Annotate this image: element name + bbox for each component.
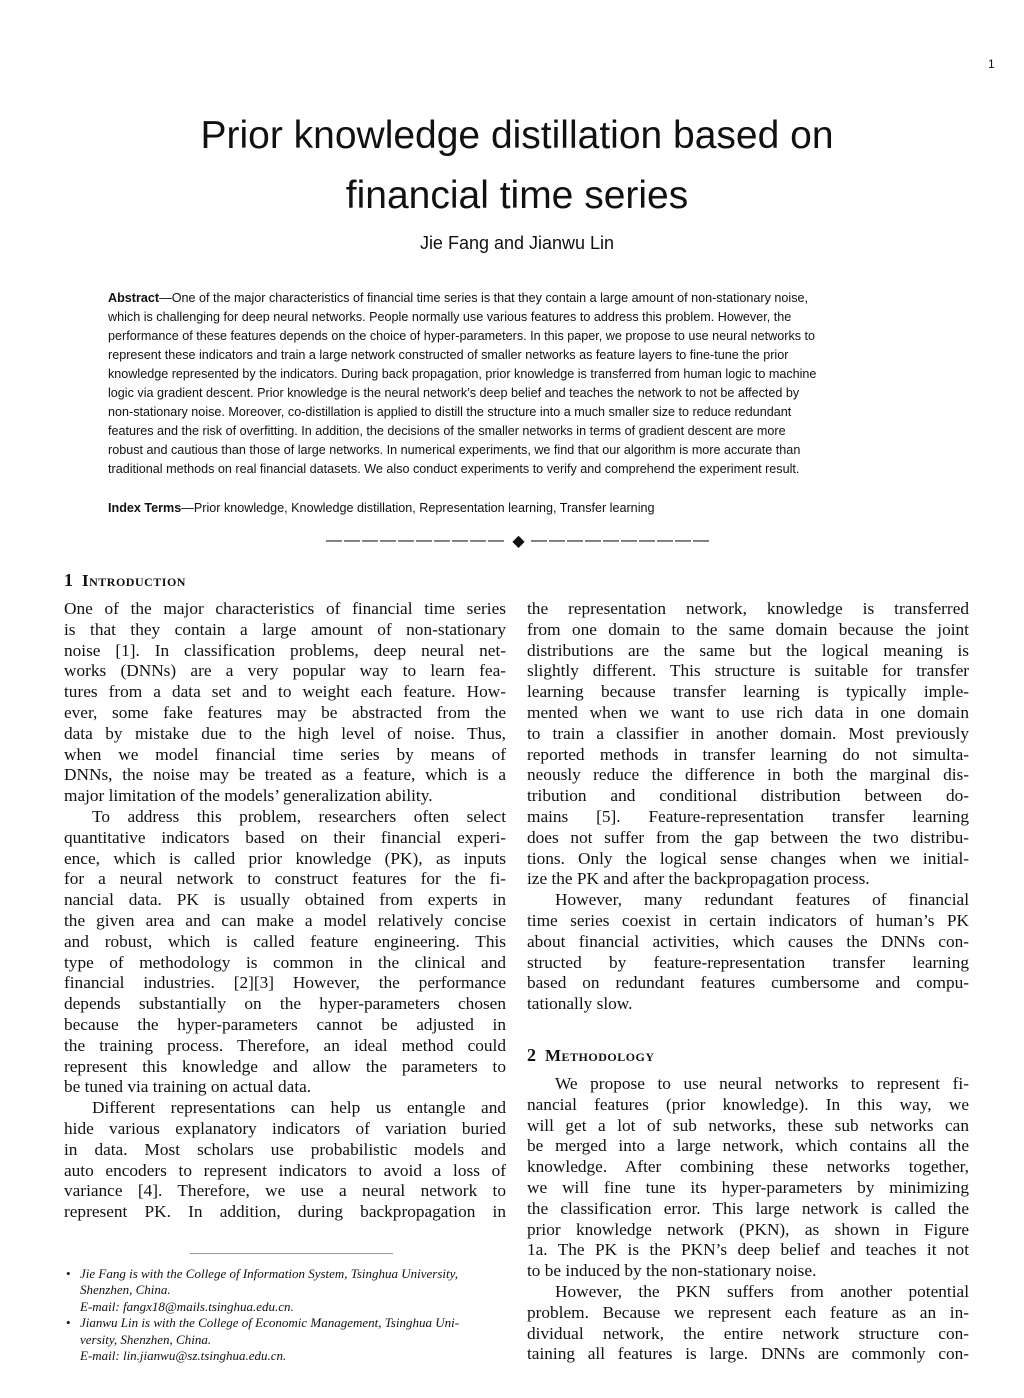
text-line: Different representations can help us entangle and (92, 1098, 506, 1118)
text-line: nancial data. PK is usually obtained from experts in (64, 890, 506, 910)
text-line: learning because transfer learning is typically imple- (527, 682, 969, 702)
abstract-text: traditional methods on real financial datasets. We also conduct experiments to verify and comprehend the experiment result. (108, 462, 800, 476)
text-line: tribution and conditional distribution between do- (527, 786, 969, 806)
text-line: distributions are the same but the logical meaning is (527, 640, 969, 660)
left-column (64, 599, 506, 1223)
text-line: when we model financial time series by means of (64, 744, 506, 764)
abstract-text: performance of these features depends on the choice of hyper-parameters. In this paper, we propose to use neural networks to (108, 329, 816, 343)
abstract (108, 289, 926, 479)
abstract-line (108, 422, 926, 441)
text-line: neously reduce the difference in both the marginal dis- (527, 765, 969, 785)
text-line: and robust, which is called feature engineering. This (64, 931, 506, 951)
footnote (64, 1315, 509, 1364)
text-line: works (DNNs) are a very popular way to learn fea- (64, 661, 506, 681)
text-line: quantitative indicators based on their financial experi- (64, 827, 506, 847)
text-line: tationally slow. (527, 994, 633, 1014)
section-heading-methodology (527, 1045, 655, 1066)
text-line: mains [5]. Feature-representation transfer learning (527, 806, 969, 826)
abstract-text: logic via gradient descent. Prior knowledge is the neural network’s deep belief and teaches the network to not be affected by (108, 386, 800, 400)
footnote-line: Shenzhen, China. (80, 1282, 171, 1298)
text-line: reported methods in transfer learning do not simulta- (527, 744, 969, 764)
text-line: prior knowledge network (PKN), as shown in Figure (527, 1219, 969, 1239)
text-line: We propose to use neural networks to represent fi- (555, 1074, 969, 1093)
abstract-label: Abstract (108, 291, 160, 305)
text-line: because the hyper-parameters cannot be adjusted in (64, 1014, 506, 1034)
text-line: tions. Only the logical sense changes when we initial- (527, 848, 969, 868)
text-line: to be induced by the non-stationary noise. (527, 1261, 817, 1281)
text-line: for a neural network to construct features for the fi- (64, 869, 506, 889)
abstract-line (108, 308, 926, 327)
footnote-line: E-mail: fangx18@mails.tsinghua.edu.cn. (80, 1298, 294, 1314)
index-terms-label: Index Terms (108, 501, 182, 515)
text-line: type of methodology is common in the clinical and (64, 952, 506, 972)
paragraph (64, 599, 506, 807)
paper-title (0, 106, 1024, 226)
paragraph (527, 890, 969, 1015)
footnotes (64, 1266, 509, 1364)
text-line: noise [1]. In classification problems, deep neural net- (64, 640, 506, 660)
text-line: knowledge. After combining these networks together, (527, 1157, 969, 1177)
paragraph (64, 807, 506, 1098)
right-column-methodology (527, 1074, 969, 1365)
text-line: represent this knowledge and allow the parameters to (64, 1056, 506, 1076)
abstract-line (108, 327, 926, 346)
text-line: be merged into a large network, which contains all the (527, 1136, 969, 1156)
abstract-line (108, 441, 926, 460)
title-line: Prior knowledge distillation based on (200, 114, 834, 157)
section-number: 1 (64, 570, 73, 590)
paragraph (64, 1098, 506, 1223)
footnote-line: Jianwu Lin is with the College of Economic Management, Tsinghua Uni- (80, 1315, 460, 1331)
abstract-text: knowledge represented by the indicators. During back propagation, prior knowledge is transferred from human logic to machine (108, 367, 817, 381)
text-line: from one domain to the same domain because the joint (527, 619, 969, 639)
text-line: However, the PKN suffers from another potential (555, 1281, 969, 1301)
text-line: time series coexist in certain indicators of human’s PK (527, 910, 969, 930)
text-line: about financial activities, which causes the DNNs con- (527, 931, 969, 951)
text-line: the representation network, knowledge is transferred (527, 599, 969, 618)
bullet-icon: • (66, 1315, 71, 1331)
paragraph (527, 1074, 969, 1282)
text-line: be tuned via training on actual data. (64, 1077, 312, 1097)
footnote (64, 1266, 509, 1315)
text-line: ize the PK and after the backpropagation process. (527, 869, 870, 889)
text-line: the training process. Therefore, an ideal method could (64, 1035, 506, 1055)
index-terms (108, 501, 655, 515)
abstract-text: which is challenging for deep neural networks. People normally use various features to address this problem. However, the (108, 310, 792, 324)
text-line: is that they contain a large amount of non-stationary (64, 619, 506, 639)
text-line: will get a lot of sub networks, these sub networks can (527, 1115, 969, 1135)
text-line: hide various explanatory indicators of variation buried (64, 1118, 506, 1138)
separator-dashes: —————————— (531, 532, 711, 549)
abstract-line (108, 289, 926, 308)
abstract-line (108, 384, 926, 403)
text-line: One of the major characteristics of financial time series (64, 599, 506, 618)
section-separator (326, 531, 711, 551)
paragraph (527, 1282, 969, 1365)
text-line: problem. Because we represent each feature as an in- (527, 1302, 969, 1322)
abstract-text: represent these indicators and train a large network constructed of smaller networks as feature layers to fine-tune the prior (108, 348, 789, 362)
text-line: major limitation of the models’ generalization ability. (64, 786, 433, 806)
text-line: represent PK. In addition, during backpropagation in (64, 1202, 506, 1222)
text-line: in data. Most scholars use probabilistic models and (64, 1139, 506, 1159)
text-line: structed by feature-representation transfer learning (527, 952, 969, 972)
authors: Jie Fang and Jianwu Lin (419, 233, 615, 253)
diamond-icon: ◆ (512, 533, 525, 550)
text-line: based on redundant features cumbersome and compu- (527, 973, 969, 993)
section-heading-introduction (64, 570, 186, 591)
text-line: depends substantially on the hyper-parameters chosen (64, 994, 506, 1014)
text-line: we will fine tune its hyper-parameters by minimizing (527, 1177, 969, 1197)
section-title: Methodology (545, 1046, 655, 1065)
text-line: to train a classifier in another domain. Most previously (527, 723, 969, 743)
text-line: ever, some fake features may be abstracted from the (64, 702, 506, 722)
footnote-rule (190, 1253, 393, 1254)
text-line: nancial features (prior knowledge). In this way, we (527, 1094, 969, 1114)
text-line: ence, which is called prior knowledge (PK), as inputs (64, 848, 506, 868)
footnote-line: E-mail: lin.jianwu@sz.tsinghua.edu.cn. (80, 1348, 287, 1364)
bullet-icon: • (66, 1266, 71, 1281)
text-line: the classification error. This large network is called the (527, 1198, 969, 1218)
text-line: the given area and can make a model relatively concise (64, 910, 506, 930)
abstract-line (108, 403, 926, 422)
page-number: 1 (988, 57, 995, 71)
abstract-line (108, 365, 926, 384)
text-line: auto encoders to represent indicators to avoid a loss of (64, 1160, 506, 1180)
text-line: 1a. The PK is the PKN’s deep belief and teaches it not (527, 1240, 969, 1260)
footnote-line: Jie Fang is with the College of Information System, Tsinghua University, (80, 1266, 458, 1281)
right-column (527, 599, 969, 1015)
abstract-text: non-stationary noise. Moreover, co-distillation is applied to distill the structure into a much smaller size to reduce redundant (108, 405, 792, 419)
abstract-text: features and the risk of overfitting. In addition, the decisions of the smaller networks in terms of gradient descent are more (108, 424, 786, 438)
text-line: tures from a data set and to weight each feature. How- (64, 682, 506, 702)
text-line: mented when we want to use rich data in one domain (527, 702, 969, 722)
text-line: taining all features is large. DNNs are commonly con- (527, 1344, 969, 1364)
section-number: 2 (527, 1045, 536, 1065)
text-line: However, many redundant features of financial (555, 890, 969, 910)
abstract-line (108, 460, 926, 479)
separator-dashes: —————————— (326, 532, 506, 549)
text-line: variance [4]. Therefore, we use a neural network to (64, 1181, 506, 1201)
abstract-text: robust and cautious than those of large networks. In numerical experiments, we find that our algorithm is more accurate than (108, 443, 801, 457)
paragraph (527, 599, 969, 890)
text-line: financial industries. [2][3] However, the performance (64, 973, 506, 993)
footnote-line: versity, Shenzhen, China. (80, 1331, 212, 1347)
text-line: dividual network, the entire network structure con- (527, 1323, 969, 1343)
section-title: Introduction (82, 571, 186, 590)
abstract-text: —One of the major characteristics of financial time series is that they contain a large amount of non-stationary noise, (159, 291, 808, 305)
abstract-line (108, 346, 926, 365)
title-line: financial time series (345, 174, 689, 217)
text-line: slightly different. This structure is suitable for transfer (527, 661, 969, 681)
text-line: To address this problem, researchers often select (92, 806, 506, 826)
text-line: DNNs, the noise may be treated as a feature, which is a (64, 765, 506, 785)
text-line: does not suffer from the gap between the two distribu- (527, 827, 969, 847)
text-line: data by mistake due to the high level of noise. Thus, (64, 723, 506, 743)
index-terms-text: —Prior knowledge, Knowledge distillation, Representation learning, Transfer learning (181, 501, 655, 515)
